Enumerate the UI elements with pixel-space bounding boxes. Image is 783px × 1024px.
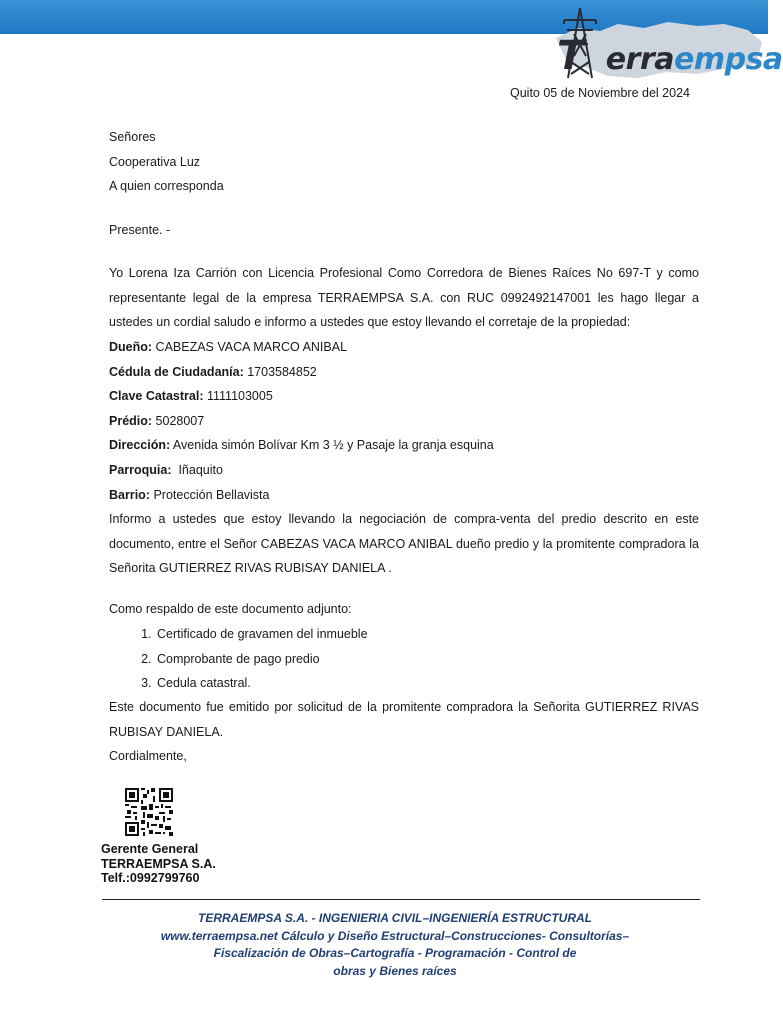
closing-line: Cordialmente, bbox=[109, 749, 187, 763]
signature-title: Gerente General bbox=[101, 842, 199, 856]
field-row: Clave Catastral: 1111103005 bbox=[109, 389, 273, 404]
list-item: 3. Cedula catastral. bbox=[155, 671, 695, 696]
field-row: Barrio: Protección Bellavista bbox=[109, 487, 270, 502]
attachments-intro: Como respaldo de este documento adjunto: bbox=[109, 602, 352, 616]
footer bbox=[150, 910, 640, 980]
field-row: Cédula de Ciudadanía: 1703584852 bbox=[109, 364, 317, 379]
recipients-block bbox=[109, 125, 699, 199]
field-row: Prédio: 5028007 bbox=[109, 413, 205, 428]
field-row: Dirección: Avenida simón Bolívar Km 3 ½ y Pasaje la granja esquina bbox=[109, 438, 494, 453]
recipient-line: A quien corresponda bbox=[109, 179, 224, 194]
intro-paragraph: Yo Lorena Iza Carrión con Licencia Profesional Como Corredora de Bienes Raíces No 697-T y como representante legal de la empresa TERRAEMPSA S.A. con RUC 0992492147001 les hago llegar a ustedes un cordial saludo e informo a ustedes que estoy llevando el corretaje de la propiedad: bbox=[109, 266, 699, 330]
issued-paragraph: Este documento fue emitido por solicitud de la promitente compradora la Señorita GUTIERREZ RIVAS RUBISAY DANIELA. bbox=[109, 700, 699, 739]
footer-line: www.terraempsa.net Cálculo y Diseño Estructural–Construcciones- Consultorías– bbox=[160, 928, 630, 943]
recipient-line: Cooperativa Luz bbox=[109, 154, 201, 169]
field-row: Dueño: CABEZAS VACA MARCO ANIBAL bbox=[109, 340, 348, 354]
signature-company: TERRAEMPSA S.A. bbox=[101, 856, 216, 871]
list-item: 1. Certificado de gravamen del inmueble bbox=[155, 622, 695, 647]
letter-date: Quito 05 de Noviembre del 2024 bbox=[510, 86, 690, 100]
field-row: Parroquia: Iñaquito bbox=[109, 462, 223, 477]
recipient-line: Señores bbox=[109, 130, 156, 144]
footer-line: obras y Bienes raíces bbox=[333, 963, 457, 978]
company-logo-text: T erraempsa bbox=[557, 33, 783, 79]
qr-code-icon bbox=[125, 788, 173, 836]
presente-line: Presente. - bbox=[109, 223, 171, 237]
signature-phone: Telf.:0992799760 bbox=[101, 871, 200, 885]
footer-line: Fiscalización de Obras–Cartografía - Programación - Control de bbox=[213, 946, 577, 960]
signature-block bbox=[101, 842, 216, 886]
attachments-list bbox=[109, 622, 695, 696]
list-item: 2. Comprobante de pago predio bbox=[155, 647, 695, 672]
negotiation-paragraph: Informo a ustedes que estoy llevando la negociación de compra-venta del predio descrito en este documento, entre el Señor CABEZAS VACA MARCO ANIBAL dueño predio y la promitente compradora la Señorita GUTIERREZ RIVAS RUBISAY DANIELA . bbox=[109, 512, 699, 576]
property-fields bbox=[109, 335, 699, 507]
footer-line: TERRAEMPSA S.A. - INGENIERIA CIVIL–INGENIERÍA ESTRUCTURAL bbox=[197, 911, 593, 925]
footer-divider bbox=[102, 899, 700, 900]
